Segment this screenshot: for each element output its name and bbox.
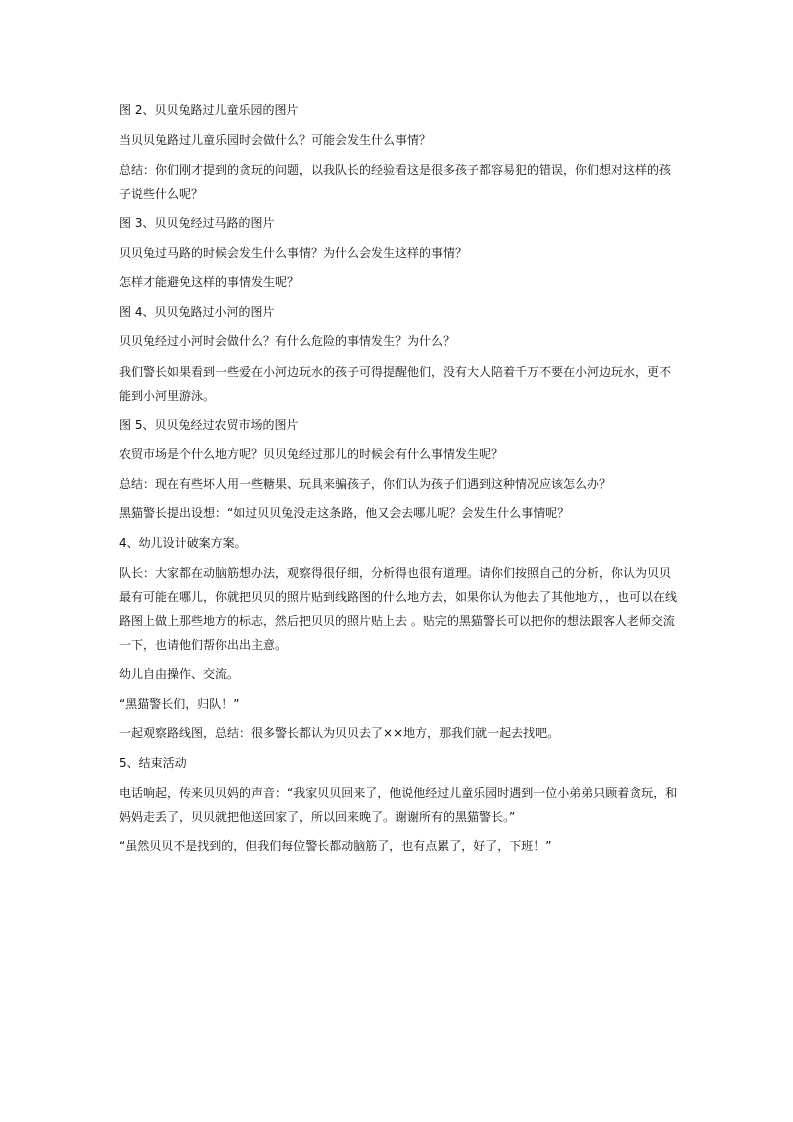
quote-paragraph: “黑猫警长们，归队！” — [119, 696, 240, 711]
question-paragraph: 当贝贝兔路过儿童乐园时会做什么？可能会发生什么事情？ — [119, 132, 432, 147]
caption-figure-5: 图 5、贝贝兔经过农贸市场的图片 — [119, 417, 299, 432]
quote-paragraph: “虽然贝贝不是找到的，但我们每位警长都动脑筋了，也有点累了，好了，下班！” — [119, 839, 552, 853]
caption-figure-2: 图 2、贝贝兔路过儿童乐园的图片 — [119, 103, 299, 117]
body-paragraph: 队长：大家都在动脑筋想办法，观察得很仔细，分析得也很有道理。请你们按照自己的分析，你认为贝贝最有可能在哪儿，你就把贝贝的照片贴到线路图的什么地方去，如果你认为他去了其他地方，，也可以在线路图上做上那些地方的标志，然后把贝贝的照片贴上去 。贴完的黑猫警长可以把你的想法跟客人老师交流一下，也请他们帮你出出主意。 — [119, 566, 678, 652]
body-paragraph: 我们警长如果看到一些爱在小河边玩水的孩子可得提醒他们，没有大人陪着千万不要在小河边玩水，更不能到小河里游泳。 — [119, 364, 672, 403]
question-paragraph: 怎样才能避免这样的事情发生呢？ — [119, 275, 300, 289]
question-paragraph: 贝贝兔过马路的时候会发生什么事情？为什么会发生这样的事情？ — [119, 245, 468, 260]
caption-figure-3: 图 3、贝贝兔经过马路的图片 — [119, 216, 275, 230]
question-paragraph: 贝贝兔经过小河时会做什么？有什么危险的事情发生？为什么？ — [119, 334, 456, 348]
section-heading-5: 5、结束活动 — [119, 755, 187, 770]
summary-paragraph: 总结：现在有些坏人用一些糖果、玩具来骗孩子，你们认为孩子们遇到这种情况应该怎么办？ — [119, 476, 612, 491]
section-heading-4: 4、幼儿设计破案方案。 — [119, 535, 247, 550]
body-paragraph: 黑猫警长提出设想：“如过贝贝兔没走这条路，他又会去哪儿呢？会发生什么事情呢？ — [119, 506, 570, 520]
question-paragraph: 农贸市场是个什么地方呢？贝贝兔经过那儿的时候会有什么事情发生呢？ — [119, 447, 504, 461]
summary-paragraph: 总结：你们刚才提到的贪玩的问题，以我队长的经验看这是很多孩子都容易犯的错误，你们想对这样的孩子说些什么呢？ — [119, 163, 672, 201]
summary-paragraph: 一起观察路线图，总结：很多警长都认为贝贝去了××地方，那我们就一起去找吧。 — [119, 726, 560, 740]
body-paragraph: 电话响起，传来贝贝妈的声音：“我家贝贝回来了，他说他经过儿童乐园时遇到一位小弟弟只顾着贪玩，和妈妈走丢了，贝贝就把他送回家了，所以回来晚了。谢谢所有的黑猫警长。” — [119, 786, 678, 824]
body-paragraph: 幼儿自由操作、交流。 — [119, 667, 240, 681]
document-body — [119, 99, 679, 859]
caption-figure-4: 图 4、贝贝兔路过小河的图片 — [119, 304, 275, 319]
